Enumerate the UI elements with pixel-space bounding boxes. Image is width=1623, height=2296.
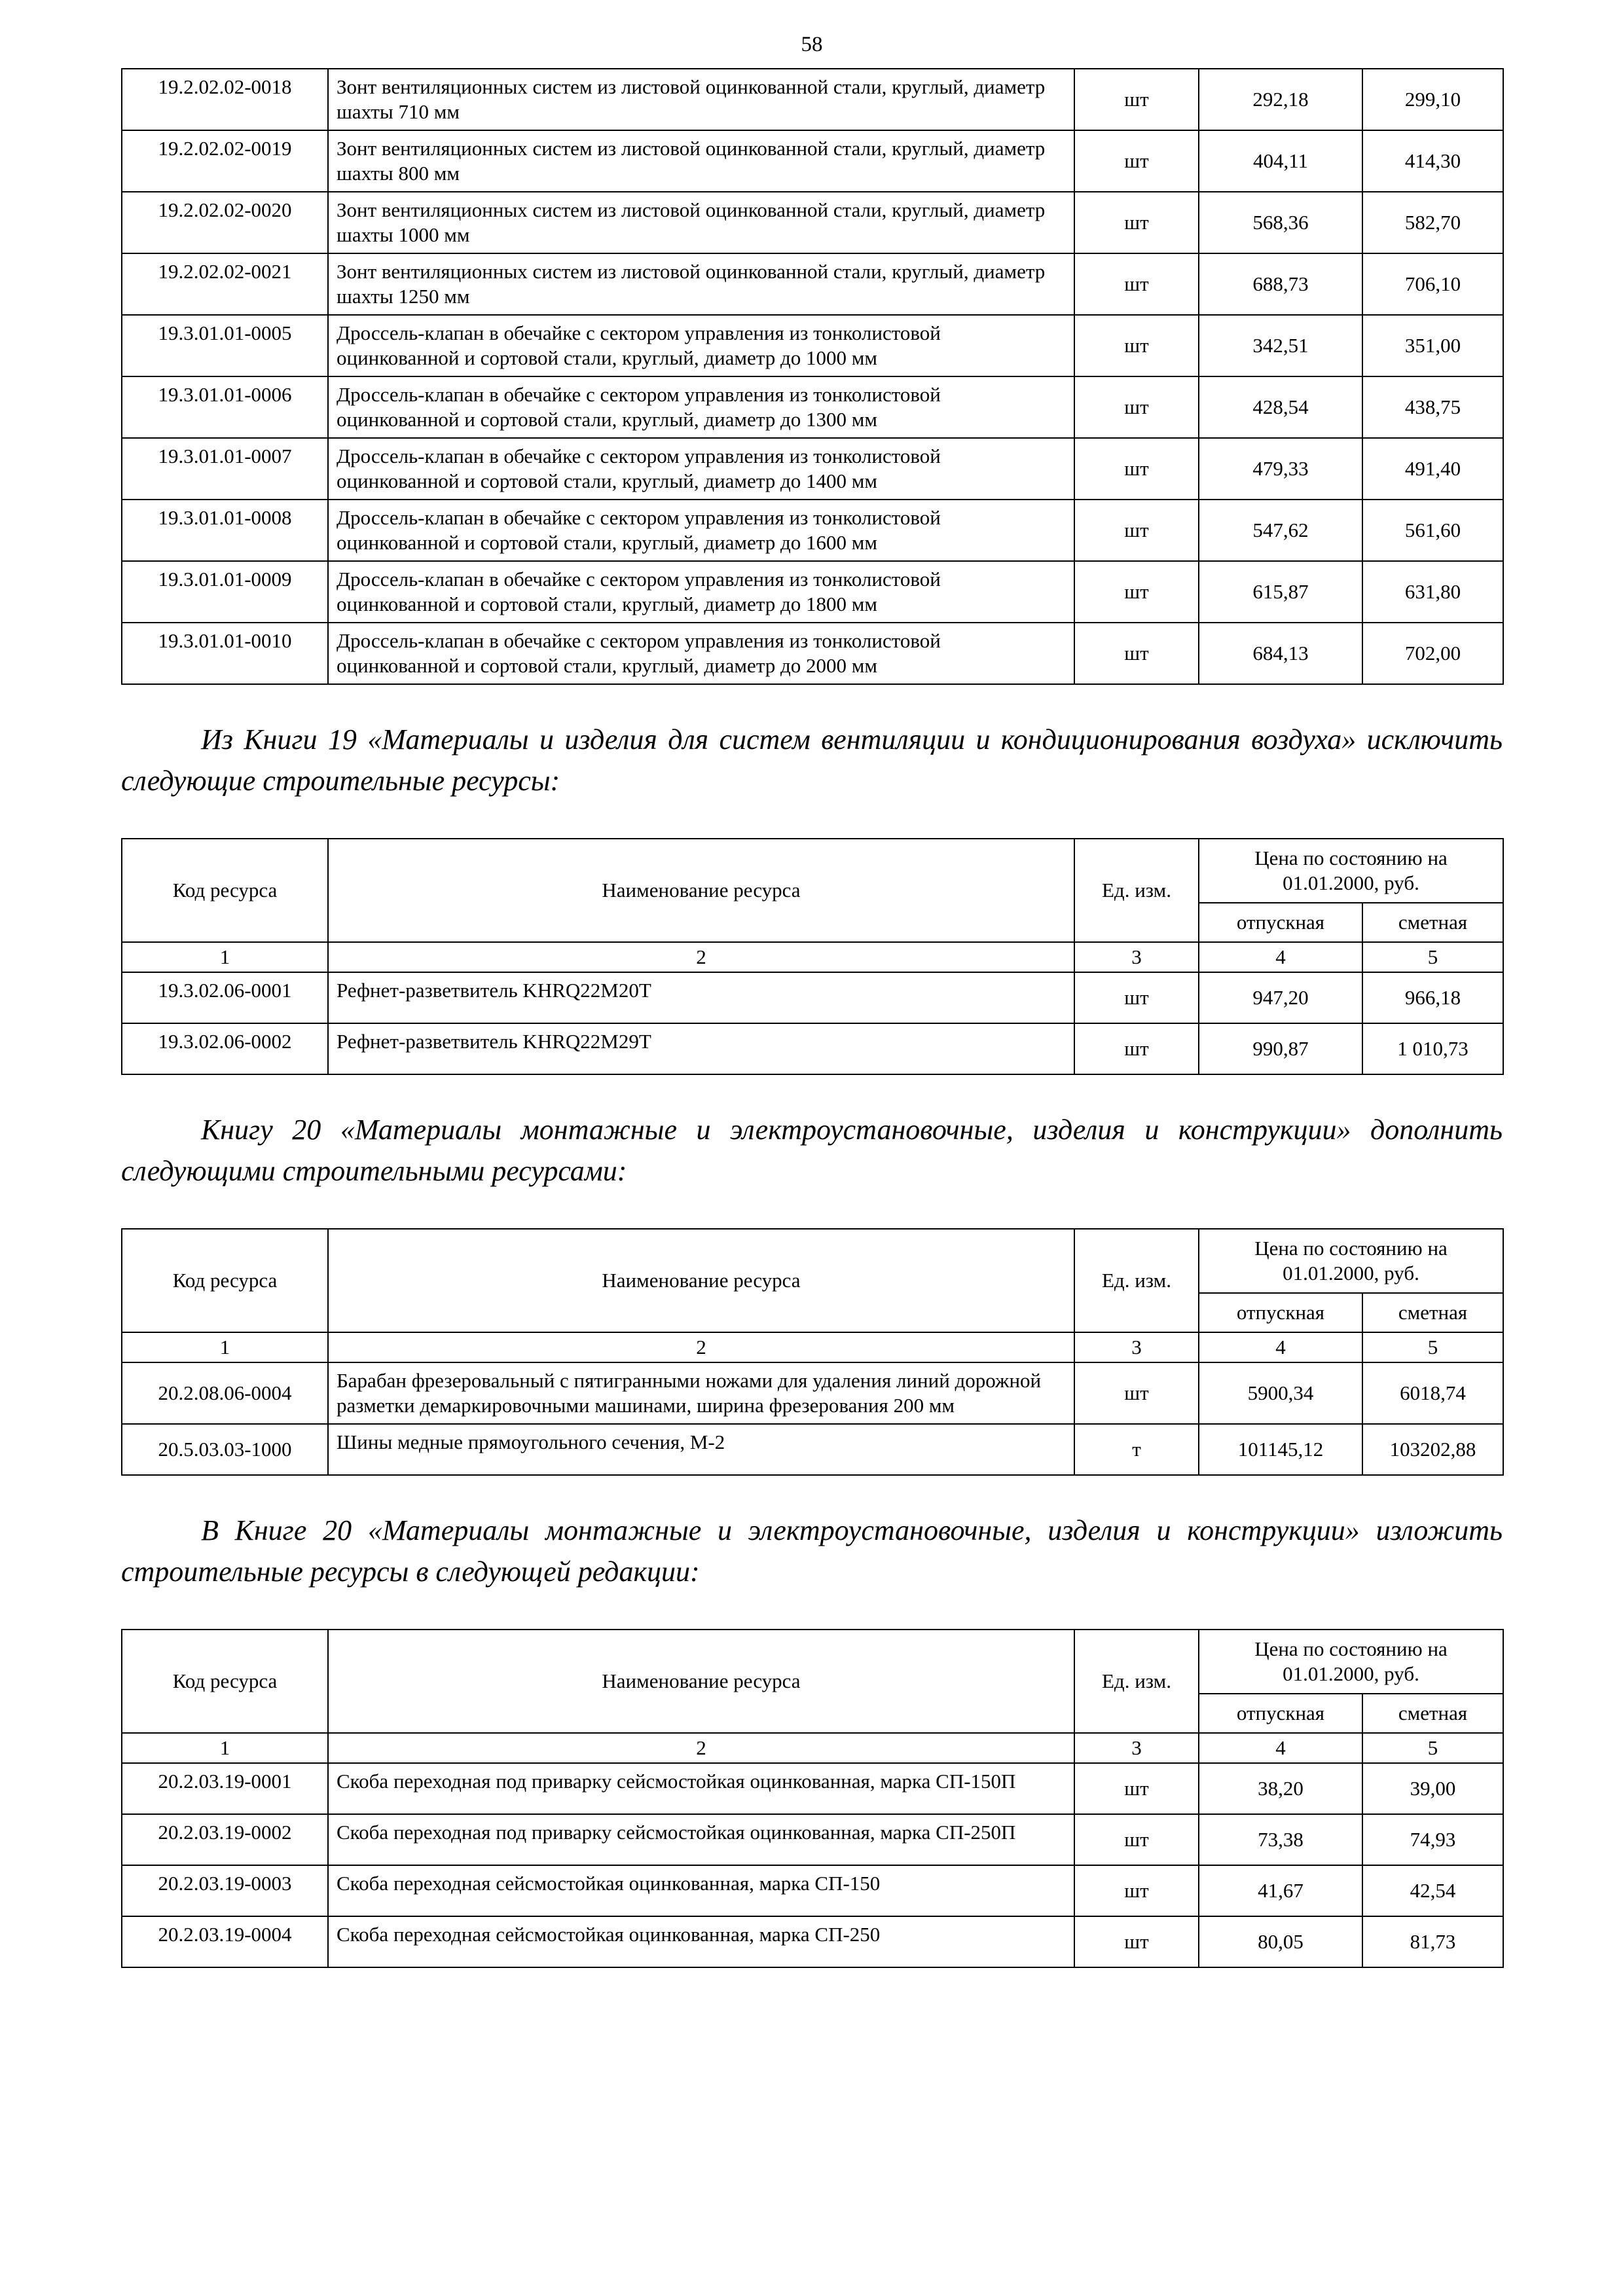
resource-unit: шт xyxy=(1074,253,1199,315)
price-otpusknaya: 684,13 xyxy=(1199,623,1362,684)
table-row xyxy=(122,192,1503,253)
header-resource-name: Наименование ресурса xyxy=(328,1630,1074,1733)
resource-name: Рефнет-разветвитель KHRQ22M29T xyxy=(328,1023,1074,1074)
resource-unit: шт xyxy=(1074,438,1199,500)
resource-unit: шт xyxy=(1074,1814,1199,1865)
resource-code: 19.3.01.01-0005 xyxy=(122,315,328,376)
resource-name: Зонт вентиляционных систем из листовой оцинкованной стали, круглый, диаметр шахты 800 мм xyxy=(328,130,1074,192)
paragraph-book20-revise: В Книге 20 «Материалы монтажные и электроустановочные, изделия и конструкции» изложить строительные ресурсы в следующей редакции: xyxy=(121,1514,1503,1588)
header-unit: Ед. изм. xyxy=(1074,839,1199,942)
header-price-smetnaya: сметная xyxy=(1362,1293,1503,1332)
header-price-group: Цена по состоянию на 01.01.2000, руб. xyxy=(1199,1229,1503,1293)
column-number: 4 xyxy=(1199,1733,1362,1763)
table-row xyxy=(122,1763,1503,1814)
price-otpusknaya: 101145,12 xyxy=(1199,1424,1362,1475)
resource-name: Дроссель-клапан в обечайке с сектором управления из тонколистовой оцинкованной и сортовой стали, круглый, диаметр до 1000 мм xyxy=(328,315,1074,376)
column-number: 1 xyxy=(122,1733,328,1763)
price-smetnaya: 702,00 xyxy=(1362,623,1503,684)
resource-unit: шт xyxy=(1074,69,1199,130)
resource-code: 19.2.02.02-0019 xyxy=(122,130,328,192)
resource-unit: шт xyxy=(1074,315,1199,376)
price-otpusknaya: 547,62 xyxy=(1199,500,1362,561)
resource-unit: шт xyxy=(1074,1916,1199,1967)
table-row xyxy=(122,315,1503,376)
resource-unit: шт xyxy=(1074,972,1199,1023)
resource-code: 20.2.03.19-0001 xyxy=(122,1763,328,1814)
table-row xyxy=(122,1424,1503,1475)
price-smetnaya: 351,00 xyxy=(1362,315,1503,376)
price-smetnaya: 706,10 xyxy=(1362,253,1503,315)
column-number-row xyxy=(122,942,1503,972)
resource-name: Скоба переходная под приварку сейсмостойкая оцинкованная, марка СП-150П xyxy=(328,1763,1074,1814)
page-number: 58 xyxy=(801,33,823,56)
resource-code: 19.3.01.01-0009 xyxy=(122,561,328,623)
column-number: 5 xyxy=(1362,1332,1503,1362)
resource-code: 19.3.01.01-0010 xyxy=(122,623,328,684)
table-book20-added xyxy=(121,1228,1504,1476)
price-smetnaya: 438,75 xyxy=(1362,376,1503,438)
price-smetnaya: 1 010,73 xyxy=(1362,1023,1503,1074)
resource-unit: т xyxy=(1074,1424,1199,1475)
resource-code: 19.2.02.02-0018 xyxy=(122,69,328,130)
column-number: 3 xyxy=(1074,1332,1199,1362)
table-row xyxy=(122,1023,1503,1074)
column-number: 1 xyxy=(122,1332,328,1362)
table-row xyxy=(122,69,1503,130)
resource-unit: шт xyxy=(1074,500,1199,561)
price-smetnaya: 582,70 xyxy=(1362,192,1503,253)
resource-code: 19.3.01.01-0006 xyxy=(122,376,328,438)
price-otpusknaya: 404,11 xyxy=(1199,130,1362,192)
header-resource-name: Наименование ресурса xyxy=(328,839,1074,942)
resource-name: Зонт вентиляционных систем из листовой оцинкованной стали, круглый, диаметр шахты 1250 мм xyxy=(328,253,1074,315)
table-row xyxy=(122,972,1503,1023)
price-smetnaya: 42,54 xyxy=(1362,1865,1503,1916)
resource-name: Барабан фрезеровальный с пятигранными ножами для удаления линий дорожной разметки демаркировочными машинами, ширина фрезерования 200 мм xyxy=(328,1362,1074,1424)
resource-name: Шины медные прямоугольного сечения, М-2 xyxy=(328,1424,1074,1475)
resource-unit: шт xyxy=(1074,1763,1199,1814)
price-otpusknaya: 428,54 xyxy=(1199,376,1362,438)
price-smetnaya: 103202,88 xyxy=(1362,1424,1503,1475)
resource-code: 19.3.02.06-0001 xyxy=(122,972,328,1023)
resource-name: Дроссель-клапан в обечайке с сектором управления из тонколистовой оцинкованной и сортовой стали, круглый, диаметр до 2000 мм xyxy=(328,623,1074,684)
column-number: 3 xyxy=(1074,1733,1199,1763)
resource-unit: шт xyxy=(1074,1865,1199,1916)
table-header-row xyxy=(122,1630,1503,1694)
price-smetnaya: 39,00 xyxy=(1362,1763,1503,1814)
price-otpusknaya: 688,73 xyxy=(1199,253,1362,315)
column-number: 5 xyxy=(1362,942,1503,972)
column-number: 4 xyxy=(1199,942,1362,972)
resource-name: Скоба переходная сейсмостойкая оцинкованная, марка СП-250 xyxy=(328,1916,1074,1967)
resource-name: Рефнет-разветвитель KHRQ22M20T xyxy=(328,972,1074,1023)
price-smetnaya: 81,73 xyxy=(1362,1916,1503,1967)
header-price-smetnaya: сметная xyxy=(1362,1694,1503,1733)
resource-name: Скоба переходная сейсмостойкая оцинкованная, марка СП-150 xyxy=(328,1865,1074,1916)
paragraph-book20-add: Книгу 20 «Материалы монтажные и электроустановочные, изделия и конструкции» дополнить следующими строительными ресурсами: xyxy=(121,1114,1503,1187)
resource-name: Дроссель-клапан в обечайке с сектором управления из тонколистовой оцинкованной и сортовой стали, круглый, диаметр до 1400 мм xyxy=(328,438,1074,500)
resource-code: 20.2.08.06-0004 xyxy=(122,1362,328,1424)
resource-code: 20.2.03.19-0003 xyxy=(122,1865,328,1916)
column-number: 1 xyxy=(122,942,328,972)
resource-unit: шт xyxy=(1074,623,1199,684)
header-unit: Ед. изм. xyxy=(1074,1630,1199,1733)
resource-unit: шт xyxy=(1074,1362,1199,1424)
table-book20-revised xyxy=(121,1629,1504,1968)
price-otpusknaya: 38,20 xyxy=(1199,1763,1362,1814)
resource-code: 19.2.02.02-0020 xyxy=(122,192,328,253)
resource-code: 20.2.03.19-0002 xyxy=(122,1814,328,1865)
table-row xyxy=(122,500,1503,561)
table-header-row xyxy=(122,839,1503,903)
price-smetnaya: 966,18 xyxy=(1362,972,1503,1023)
header-price-smetnaya: сметная xyxy=(1362,903,1503,942)
resource-unit: шт xyxy=(1074,561,1199,623)
resource-code: 20.2.03.19-0004 xyxy=(122,1916,328,1967)
price-smetnaya: 299,10 xyxy=(1362,69,1503,130)
header-resource-code: Код ресурса xyxy=(122,1229,328,1332)
price-otpusknaya: 41,67 xyxy=(1199,1865,1362,1916)
table-row xyxy=(122,130,1503,192)
header-resource-code: Код ресурса xyxy=(122,1630,328,1733)
column-number: 5 xyxy=(1362,1733,1503,1763)
column-number: 2 xyxy=(328,942,1074,972)
price-otpusknaya: 990,87 xyxy=(1199,1023,1362,1074)
header-resource-name: Наименование ресурса xyxy=(328,1229,1074,1332)
resource-name: Зонт вентиляционных систем из листовой оцинкованной стали, круглый, диаметр шахты 710 мм xyxy=(328,69,1074,130)
column-number: 3 xyxy=(1074,942,1199,972)
header-price-group: Цена по состоянию на 01.01.2000, руб. xyxy=(1199,839,1503,903)
price-otpusknaya: 73,38 xyxy=(1199,1814,1362,1865)
resource-unit: шт xyxy=(1074,192,1199,253)
header-unit: Ед. изм. xyxy=(1074,1229,1199,1332)
resource-name: Дроссель-клапан в обечайке с сектором управления из тонколистовой оцинкованной и сортовой стали, круглый, диаметр до 1300 мм xyxy=(328,376,1074,438)
table-row xyxy=(122,1865,1503,1916)
table-row xyxy=(122,1362,1503,1424)
table-row xyxy=(122,1814,1503,1865)
table-row xyxy=(122,438,1503,500)
resource-code: 20.5.03.03-1000 xyxy=(122,1424,328,1475)
price-otpusknaya: 615,87 xyxy=(1199,561,1362,623)
table-ventilation-continued xyxy=(121,68,1504,685)
header-price-otpusknaya: отпускная xyxy=(1199,1694,1362,1733)
resource-unit: шт xyxy=(1074,130,1199,192)
price-otpusknaya: 292,18 xyxy=(1199,69,1362,130)
header-price-otpusknaya: отпускная xyxy=(1199,1293,1362,1332)
price-otpusknaya: 568,36 xyxy=(1199,192,1362,253)
header-price-otpusknaya: отпускная xyxy=(1199,903,1362,942)
resource-code: 19.3.02.06-0002 xyxy=(122,1023,328,1074)
resource-unit: шт xyxy=(1074,1023,1199,1074)
resource-name: Скоба переходная под приварку сейсмостойкая оцинкованная, марка СП-250П xyxy=(328,1814,1074,1865)
resource-name: Дроссель-клапан в обечайке с сектором управления из тонколистовой оцинкованной и сортовой стали, круглый, диаметр до 1800 мм xyxy=(328,561,1074,623)
price-smetnaya: 6018,74 xyxy=(1362,1362,1503,1424)
table-header-row xyxy=(122,1229,1503,1293)
table-row xyxy=(122,623,1503,684)
paragraph-book19-exclude: Из Книги 19 «Материалы и изделия для систем вентиляции и кондиционирования воздуха» исключить следующие строительные ресурсы: xyxy=(121,723,1503,797)
price-otpusknaya: 342,51 xyxy=(1199,315,1362,376)
resource-name: Дроссель-клапан в обечайке с сектором управления из тонколистовой оцинкованной и сортовой стали, круглый, диаметр до 1600 мм xyxy=(328,500,1074,561)
price-smetnaya: 491,40 xyxy=(1362,438,1503,500)
column-number: 4 xyxy=(1199,1332,1362,1362)
column-number-row xyxy=(122,1332,1503,1362)
table-row xyxy=(122,561,1503,623)
table-row xyxy=(122,376,1503,438)
table-book19-excluded xyxy=(121,838,1504,1075)
table-row xyxy=(122,1916,1503,1967)
price-smetnaya: 631,80 xyxy=(1362,561,1503,623)
price-smetnaya: 414,30 xyxy=(1362,130,1503,192)
column-number-row xyxy=(122,1733,1503,1763)
resource-code: 19.2.02.02-0021 xyxy=(122,253,328,315)
price-otpusknaya: 80,05 xyxy=(1199,1916,1362,1967)
price-smetnaya: 74,93 xyxy=(1362,1814,1503,1865)
price-smetnaya: 561,60 xyxy=(1362,500,1503,561)
resource-unit: шт xyxy=(1074,376,1199,438)
price-otpusknaya: 947,20 xyxy=(1199,972,1362,1023)
table-row xyxy=(122,253,1503,315)
price-otpusknaya: 5900,34 xyxy=(1199,1362,1362,1424)
price-otpusknaya: 479,33 xyxy=(1199,438,1362,500)
column-number: 2 xyxy=(328,1733,1074,1763)
resource-code: 19.3.01.01-0008 xyxy=(122,500,328,561)
resource-name: Зонт вентиляционных систем из листовой оцинкованной стали, круглый, диаметр шахты 1000 мм xyxy=(328,192,1074,253)
header-resource-code: Код ресурса xyxy=(122,839,328,942)
header-price-group: Цена по состоянию на 01.01.2000, руб. xyxy=(1199,1630,1503,1694)
column-number: 2 xyxy=(328,1332,1074,1362)
resource-code: 19.3.01.01-0007 xyxy=(122,438,328,500)
